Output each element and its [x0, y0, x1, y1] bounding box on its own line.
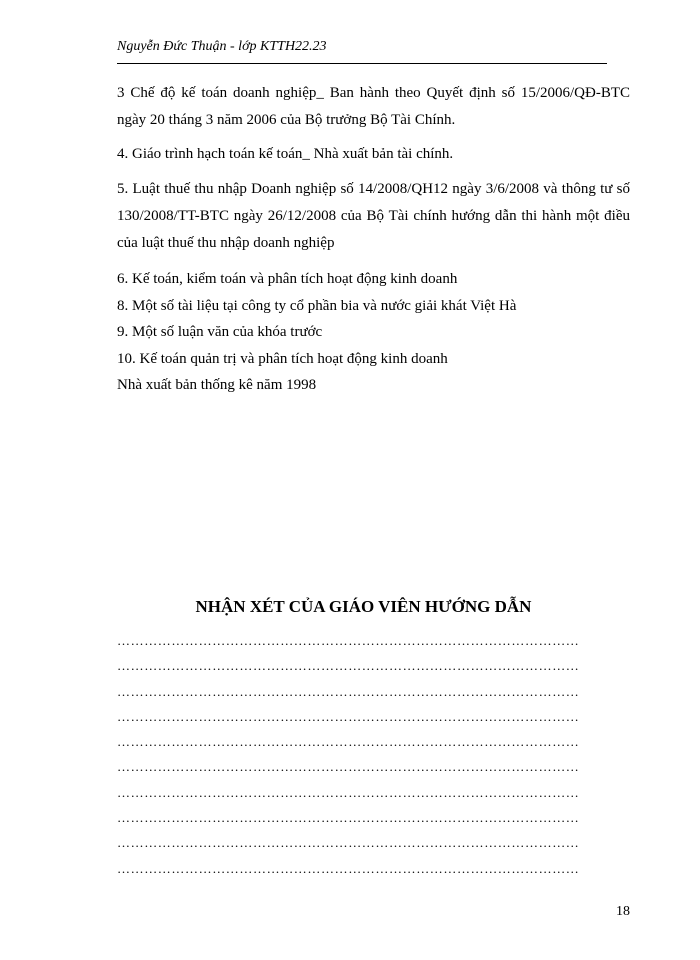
dotted-line: ………………………………………………………………………………………… — [117, 860, 580, 876]
running-header: Nguyễn Đức Thuận - lớp KTTH22.23 — [117, 39, 327, 54]
comment-section-title: NHẬN XÉT CỦA GIÁO VIÊN HƯỚNG DẪN — [195, 597, 532, 616]
dotted-line: ………………………………………………………………………………………… — [117, 759, 580, 775]
dotted-line: ………………………………………………………………………………………… — [117, 734, 580, 750]
reference-9: 9. Một số luận văn của khóa trước — [117, 324, 323, 340]
page-number: 18 — [616, 904, 630, 919]
reference-10-publisher: Nhà xuất bản thống kê năm 1998 — [117, 377, 317, 393]
comment-dotted-lines — [117, 628, 612, 881]
dotted-line: ………………………………………………………………………………………… — [117, 633, 580, 648]
reference-8: 8. Một số tài liệu tại công ty cổ phần bia và nước giải khát Việt Hà — [117, 298, 517, 314]
dotted-line: ………………………………………………………………………………………… — [117, 810, 580, 826]
dotted-line: ………………………………………………………………………………………… — [117, 683, 580, 699]
reference-3: 3 Chế độ kế toán doanh nghiệp_ Ban hành theo Quyết định số 15/2006/QĐ-BTC ngày 20 tháng 3 năm 2006 của Bộ trưởng Bộ Tài Chính. — [117, 85, 630, 128]
dotted-line: ………………………………………………………………………………………… — [117, 835, 580, 851]
reference-10: 10. Kế toán quản trị và phân tích hoạt động kinh doanh — [117, 351, 448, 367]
dotted-line: ………………………………………………………………………………………… — [117, 784, 580, 800]
reference-4: 4. Giáo trình hạch toán kế toán_ Nhà xuất bản tài chính. — [117, 146, 454, 162]
dotted-line: ………………………………………………………………………………………… — [117, 658, 580, 674]
header-rule — [117, 63, 607, 64]
reference-5: 5. Luật thuế thu nhập Doanh nghiệp số 14/2008/QH12 ngày 3/6/2008 và thông tư số 130/2008/TT-BTC ngày 26/12/2008 của Bộ Tài chính hướng dẫn thi hành một điều của luật thuế thu nhập doanh nghiệp — [117, 181, 630, 251]
reference-6: 6. Kế toán, kiểm toán và phân tích hoạt động kinh doanh — [117, 271, 458, 287]
dotted-line: ………………………………………………………………………………………… — [117, 708, 580, 724]
